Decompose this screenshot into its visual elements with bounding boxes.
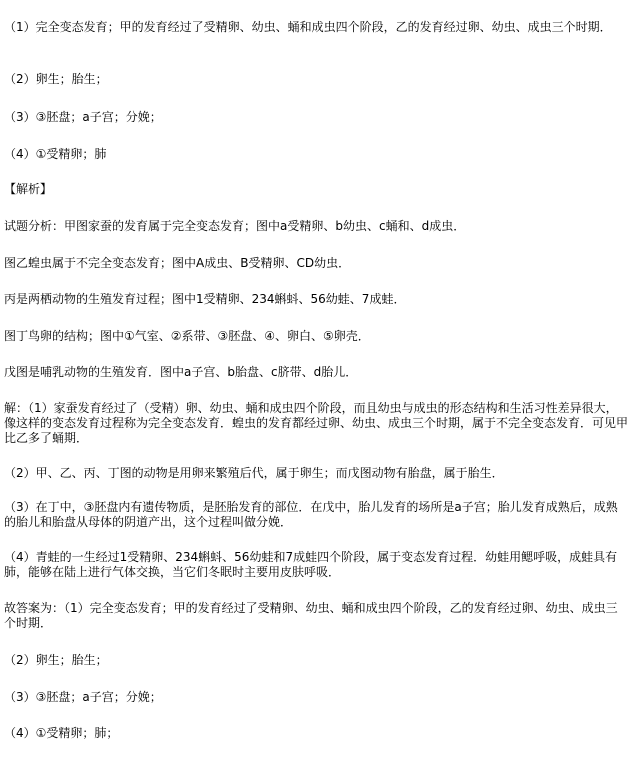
final-answer-3: （3）③胚盘；a子宫；分娩； <box>4 690 162 704</box>
answer-item-1: （1）完全变态发育；甲的发育经过了受精卵、幼虫、蛹和成虫四个阶段，乙的发育经过卵、幼虫、成虫三个时期． <box>4 20 612 34</box>
answer-item-4: （4）①受精卵；肺 <box>4 147 107 161</box>
analysis-line-1: 试题分析：甲图家蚕的发育属于完全变态发育；图中a受精卵、b幼虫、c蛹和、d成虫． <box>4 219 466 233</box>
answer-item-3: （3）③胚盘；a子宫；分娩； <box>4 110 162 124</box>
answer-item-2: （2）卵生；胎生； <box>4 72 108 86</box>
analysis-line-5: 戊图是哺乳动物的生殖发育．图中a子宫、b胎盘、c脐带、d胎儿． <box>4 365 358 379</box>
final-answer-2: （2）卵生；胎生； <box>4 653 108 667</box>
solution-paragraph-3: （3）在丁中，③胚盘内有遗传物质，是胚胎发育的部位．在戊中，胎儿发育的场所是a子宫；胎儿发育成熟后，成熟的胎儿和胎盘从母体的阴道产出，这个过程叫做分娩． <box>4 500 618 529</box>
solution-paragraph-4: （4）青蛙的一生经过1受精卵、234蝌蚪、56幼蛙和7成蛙四个阶段，属于变态发育过程．幼蛙用鳃呼吸，成蛙具有肺，能够在陆上进行气体交换，当它们冬眠时主要用皮肤呼吸． <box>4 550 618 579</box>
solution-paragraph-2: （2）甲、乙、丙、丁图的动物是用卵来繁殖后代，属于卵生；而戊图动物有胎盘，属于胎生． <box>4 466 504 480</box>
analysis-line-2: 图乙蝗虫属于不完全变态发育；图中A成虫、B受精卵、CD幼虫． <box>4 256 351 270</box>
analysis-line-3: 丙是两栖动物的生殖发育过程；图中1受精卵、234蝌蚪、56幼蛙、7成蛙． <box>4 292 406 306</box>
analysis-heading: 【解析】 <box>4 182 53 196</box>
final-answer-1: 故答案为：（1）完全变态发育；甲的发育经过了受精卵、幼虫、蛹和成虫四个阶段，乙的发育经过卵、幼虫、成虫三个时期． <box>4 601 618 630</box>
solution-paragraph-1: 解：（1）家蚕发育经过了（受精）卵、幼虫、蛹和成虫四个阶段，而且幼虫与成虫的形态结构和生活习性差异很大，像这样的变态发育过程称为完全变态发育．蝗虫的发育都经过卵、幼虫、成虫三个时期，属于不完全变态发育．可见甲比乙多了蛹期． <box>4 401 628 445</box>
final-answer-4: （4）①受精卵；肺； <box>4 726 119 740</box>
analysis-line-4: 图丁鸟卵的结构；图中①气室、②系带、③胚盘、④、卵白、⑤卵壳． <box>4 329 370 343</box>
